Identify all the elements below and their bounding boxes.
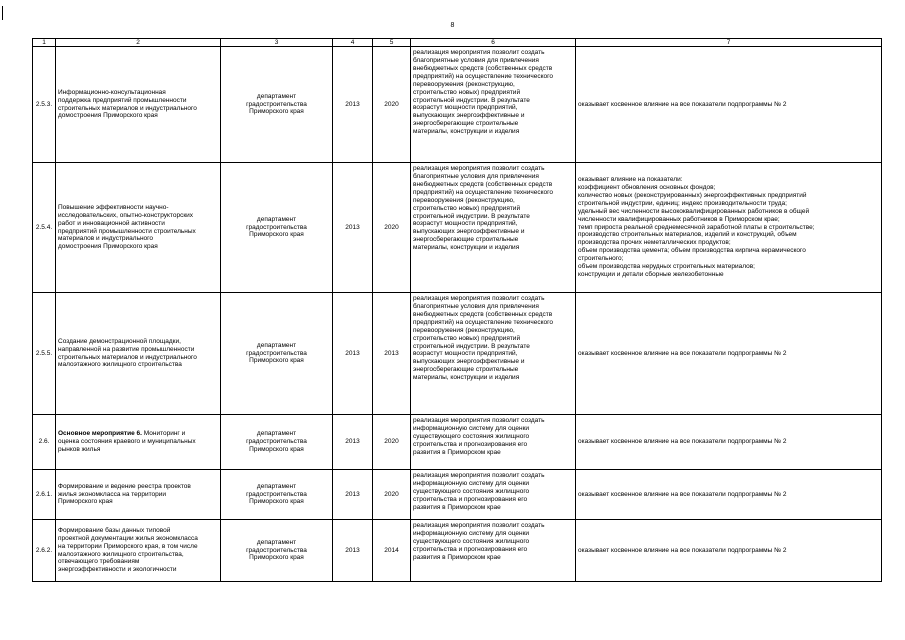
result-line: предприятий) на осуществление технического: [413, 318, 553, 326]
result-line: материалы, конструкции и изделия: [413, 244, 520, 252]
measure-name: [56, 163, 221, 293]
executor: [221, 415, 333, 470]
result-line: материалы, конструкции и изделия: [413, 374, 520, 382]
result-line: реализация мероприятия позволит создать: [413, 522, 545, 529]
expected-result: [411, 470, 576, 520]
impact-line: строительного;: [578, 255, 624, 263]
measure-name-line: оценка состояния краевого и муниципальных: [58, 438, 196, 446]
executor-line: градостроительства: [246, 490, 307, 498]
result-line: развития в Приморском крае: [413, 503, 501, 511]
indicator-impact: [576, 415, 882, 470]
indicator-impact: [576, 47, 882, 163]
indicator-impact: [576, 293, 882, 415]
measure-name: [56, 293, 221, 415]
result-line: внебюджетных средств (собственных средств: [413, 180, 553, 188]
result-line: развития в Приморском крае: [413, 448, 501, 456]
measure-name-text: Мониторинг и: [141, 430, 186, 438]
result-line: строительство новых) предприятий: [413, 88, 521, 96]
result-line: реализация мероприятия позволит создать: [413, 472, 545, 479]
result-line: внебюджетных средств (собственных средств: [413, 310, 553, 318]
row-number: 2.5.3.: [33, 47, 56, 163]
result-line: возрастут мощности предприятий,: [413, 104, 518, 112]
measure-name-line: Повышение эффективности научно-: [58, 203, 169, 211]
result-line: реализация мероприятия позволит создать: [413, 49, 545, 56]
impact-line: оказывает косвенное влияние на все показатели подпрограммы № 2: [578, 100, 787, 108]
result-line: строительства и прогнозирования его: [413, 440, 528, 448]
end-year: 2013: [373, 293, 411, 415]
measure-name-line: Приморского края: [58, 498, 113, 506]
executor-line: Приморского края: [249, 498, 304, 506]
result-line: благоприятные условия для привлечения: [413, 302, 539, 310]
measure-name-line: исследовательских, опытно-конструкторских: [58, 211, 194, 219]
result-line: информационную систему для оценки: [413, 424, 530, 432]
table-row: [33, 415, 882, 470]
end-year: 2020: [373, 47, 411, 163]
impact-line: строительной индустрии, единиц; индекс производительности труда;: [578, 199, 787, 207]
impact-line: производства прочих неметаллических продуктов;: [578, 239, 731, 247]
result-line: выпускающих энергоэффективные и: [413, 112, 525, 120]
end-year: 2020: [373, 415, 411, 470]
margin-mark: [2, 6, 3, 20]
result-line: существующего состояния жилищного: [413, 537, 530, 545]
col-header-1: 1: [33, 39, 56, 47]
table-row: [33, 520, 882, 582]
measure-name-line: направленной на развитие промышленности: [58, 345, 195, 353]
result-line: перевооружения (реконструкцию,: [413, 80, 515, 88]
executor-line: департамент: [256, 341, 297, 349]
result-line: энергосберегающие строительные: [413, 120, 519, 128]
col-header-4: 4: [333, 39, 373, 47]
table-row: [33, 293, 882, 415]
result-line: благоприятные условия для привлечения: [413, 56, 539, 64]
executor-line: департамент: [256, 482, 297, 490]
measure-name: [56, 520, 221, 582]
result-line: строительной индустрии. В результате: [413, 212, 530, 220]
col-header-2: 2: [56, 39, 221, 47]
measure-name-line: материалов и индустриального: [58, 235, 154, 243]
measure-name-line: домостроения Приморского края: [58, 243, 158, 251]
measure-name-line: Информационно-консультационная: [58, 88, 166, 96]
col-header-5: 5: [373, 39, 411, 47]
row-number: 2.6.2.: [33, 520, 56, 582]
indicator-impact: [576, 470, 882, 520]
result-line: реализация мероприятия позволит создать: [413, 417, 545, 424]
result-line: возрастут мощности предприятий,: [413, 350, 518, 358]
indicator-impact: [576, 163, 882, 293]
result-line: развития в Приморском крае: [413, 553, 501, 561]
result-line: реализация мероприятия позволит создать: [413, 165, 545, 172]
result-line: благоприятные условия для привлечения: [413, 172, 539, 180]
impact-line: производство строительных материалов, изделий и конструкций, объем: [578, 231, 797, 239]
result-line: выпускающих энергоэффективные и: [413, 228, 525, 236]
end-year: 2020: [373, 470, 411, 520]
impact-line: оказывает косвенное влияние на все показатели подпрограммы № 2: [578, 546, 787, 554]
measure-name-line: энергоэффективности и экологичности: [58, 566, 177, 574]
measure-name-line: Создание демонстрационной площадки,: [58, 337, 181, 345]
result-line: строительство новых) предприятий: [413, 334, 521, 342]
result-line: выпускающих энергоэффективные и: [413, 358, 525, 366]
expected-result: [411, 293, 576, 415]
result-line: материалы, конструкции и изделия: [413, 128, 520, 136]
result-line: энергосберегающие строительные: [413, 366, 519, 374]
result-line: строительства и прогнозирования его: [413, 495, 528, 503]
impact-line: оказывает косвенное влияние на все показатели подпрограммы № 2: [578, 438, 787, 446]
executor-line: департамент: [256, 215, 297, 223]
expected-result: [411, 415, 576, 470]
result-line: информационную систему для оценки: [413, 529, 530, 537]
measure-name-line: работ и инновационной активности: [58, 219, 165, 227]
result-line: существующего состояния жилищного: [413, 487, 530, 495]
measure-name-line: строительных материалов и индустриального: [58, 353, 197, 361]
table-row: [33, 47, 882, 163]
start-year: 2013: [333, 470, 373, 520]
end-year: 2020: [373, 163, 411, 293]
result-line: строительство новых) предприятий: [413, 204, 521, 212]
measure-name: [56, 415, 221, 470]
executor-line: градостроительства: [246, 438, 307, 446]
result-line: предприятий) на осуществление технического: [413, 188, 553, 196]
indicator-impact: [576, 520, 882, 582]
measure-name-line: проектной документации жилья экономкласса: [58, 534, 198, 542]
start-year: 2013: [333, 163, 373, 293]
measures-table: [32, 38, 882, 582]
start-year: 2013: [333, 520, 373, 582]
executor-line: градостроительства: [246, 546, 307, 554]
result-line: предприятий) на осуществление технического: [413, 72, 553, 80]
executor-line: Приморского края: [249, 108, 304, 116]
impact-line: коэффициент обновления основных фондов;: [578, 183, 716, 191]
measure-name-line: жилья экономкласса на территории: [58, 490, 167, 498]
expected-result: [411, 47, 576, 163]
col-header-7: 7: [576, 39, 882, 47]
executor: [221, 470, 333, 520]
executor-line: департамент: [256, 430, 297, 438]
measure-name: [56, 470, 221, 520]
start-year: 2013: [333, 415, 373, 470]
executor-line: Приморского края: [249, 357, 304, 365]
impact-line: конструкции и детали сборные железобетонные: [578, 271, 724, 279]
executor: [221, 163, 333, 293]
expected-result: [411, 520, 576, 582]
measure-name: [56, 47, 221, 163]
executor-line: градостроительства: [246, 100, 307, 108]
expected-result: [411, 163, 576, 293]
row-number: 2.5.5.: [33, 293, 56, 415]
row-number: 2.6.1.: [33, 470, 56, 520]
executor-line: градостроительства: [246, 223, 307, 231]
executor-line: Приморского края: [249, 445, 304, 453]
executor: [221, 520, 333, 582]
impact-line: оказывает косвенное влияние на все показатели подпрограммы № 2: [578, 349, 787, 357]
result-line: реализация мероприятия позволит создать: [413, 295, 545, 302]
impact-line: объем производства цемента; объем производства кирпича керамического: [578, 247, 806, 255]
result-line: строительной индустрии. В результате: [413, 342, 530, 350]
start-year: 2013: [333, 47, 373, 163]
header-row: [33, 39, 882, 47]
impact-line: объем производства нерудных строительных материалов;: [578, 263, 755, 271]
measure-name-line: Формирование и ведение реестра проектов: [58, 482, 191, 490]
impact-line: численности квалифицированных работников в Приморском крае;: [578, 215, 780, 223]
impact-line: темп прироста реальной среднемесячной заработной платы в строительстве;: [578, 223, 815, 231]
result-line: энергосберегающие строительные: [413, 236, 519, 244]
measure-name-line: домостроения Приморского края: [58, 112, 158, 120]
measure-name-line: предприятий промышленности строительных: [58, 227, 196, 235]
row-number: 2.6.: [33, 415, 56, 470]
start-year: 2013: [333, 293, 373, 415]
impact-line: оказывает влияние на показатели:: [578, 176, 683, 183]
executor-line: департамент: [256, 92, 297, 100]
result-line: внебюджетных средств (собственных средств: [413, 64, 553, 72]
executor: [221, 47, 333, 163]
result-line: информационную систему для оценки: [413, 479, 530, 487]
measure-name-line: малоэтажного жилищного строительства: [58, 361, 182, 369]
result-line: перевооружения (реконструкцию,: [413, 196, 515, 204]
result-line: строительства и прогнозирования его: [413, 545, 528, 553]
measure-name-line: на территории Приморского края, в том числе: [58, 542, 198, 550]
executor: [221, 293, 333, 415]
measure-name-line: строительных материалов и индустриального: [58, 104, 197, 112]
executor-line: департамент: [256, 538, 297, 546]
impact-line: оказывает косвенное влияние на все показатели подпрограммы № 2: [578, 490, 787, 498]
page-number: 8: [450, 22, 455, 29]
impact-line: количество новых (реконструированных) энергоэффективных предприятий: [578, 191, 807, 199]
col-header-3: 3: [221, 39, 333, 47]
result-line: существующего состояния жилищного: [413, 432, 530, 440]
impact-line: удельный вес численности высококвалифицированных работников в общей: [578, 207, 810, 215]
row-number: 2.5.4.: [33, 163, 56, 293]
measure-name-line: поддержка предприятий промышленности: [58, 96, 187, 104]
executor-line: градостроительства: [246, 349, 307, 357]
col-header-6: 6: [411, 39, 576, 47]
measure-name-line: Формирование базы данных типовой: [58, 526, 171, 534]
table-row: [33, 470, 882, 520]
result-line: перевооружения (реконструкцию,: [413, 326, 515, 334]
measure-name-line: отвечающего требованиям: [58, 558, 140, 566]
measure-name-line: малоэтажного жилищного строительства,: [58, 550, 184, 558]
measure-name-bold: Основное мероприятие 6.: [58, 430, 142, 438]
measure-name-line: рынков жилья: [58, 445, 101, 453]
result-line: возрастут мощности предприятий,: [413, 220, 518, 228]
table-row: [33, 163, 882, 293]
executor-line: Приморского края: [249, 231, 304, 239]
measure-name-line: [58, 430, 218, 438]
result-line: строительной индустрии. В результате: [413, 96, 530, 104]
end-year: 2014: [373, 520, 411, 582]
executor-line: Приморского края: [249, 554, 304, 562]
